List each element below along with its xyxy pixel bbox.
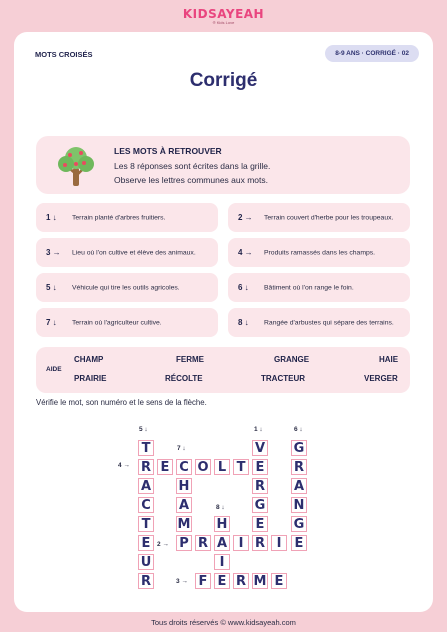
intro-text-1: Les 8 réponses sont écrites dans la grille. <box>114 161 271 171</box>
grid-cell: R <box>252 535 268 551</box>
clue-text: Lieu où l'on cultive et élève des animaux. <box>72 249 196 256</box>
clue-number: 6 ↓ <box>238 283 249 292</box>
clue-number: 8 ↓ <box>238 318 249 327</box>
grid-cell: P <box>176 535 192 551</box>
grid-cell: M <box>253 574 267 589</box>
grid-cell: I <box>214 554 230 570</box>
clue-text: Terrain planté d'arbres fruitiers. <box>72 214 166 221</box>
word-bank-word: FERME <box>176 355 204 364</box>
grid-cell: O <box>195 459 211 475</box>
logo-tagline: ® Kids Love <box>212 20 235 25</box>
grid-cell: T <box>138 516 154 532</box>
footer-copyright: Tous droits réservés © www.kidsayeah.com <box>151 618 296 627</box>
grid-cell: I <box>271 535 287 551</box>
grid-cell: T <box>138 440 154 456</box>
grid-cell: E <box>214 573 230 589</box>
grid-cell: A <box>291 478 307 494</box>
clue-text: Rangée d'arbustes qui sépare des terrains. <box>264 319 394 326</box>
grid-marker: 1 ↓ <box>254 426 263 433</box>
grid-cell: A <box>214 535 230 551</box>
crossword-grid <box>14 32 433 612</box>
clue-text: Terrain couvert d'herbe pour les troupeaux. <box>264 214 394 221</box>
clue-number: 1 ↓ <box>46 213 57 222</box>
brand-logo <box>0 7 447 25</box>
word-bank-word: HAIE <box>379 355 399 364</box>
grid-cell: E <box>271 573 287 589</box>
clue-text: Véhicule qui tire les outils agricoles. <box>72 284 180 291</box>
grid-cell: R <box>195 535 211 551</box>
page-title: Corrigé <box>189 70 258 91</box>
grid-cell: G <box>291 516 307 532</box>
word-bank-word: CHAMP <box>74 355 104 364</box>
grid-cell: E <box>138 535 154 551</box>
clue-number: 2 → <box>238 213 253 222</box>
grid-cell: M <box>177 517 191 532</box>
grid-cell: E <box>252 516 268 532</box>
grid-cell: T <box>233 459 249 475</box>
grid-cell: H <box>176 478 192 494</box>
logo-text: KIDSAYEAH <box>182 7 265 21</box>
grid-cell: R <box>252 478 268 494</box>
grid-cell: L <box>214 459 230 475</box>
grid-marker: 6 ↓ <box>294 426 303 433</box>
clue-text: Produits ramassés dans les champs. <box>264 249 376 256</box>
clue-number: 7 ↓ <box>46 318 57 327</box>
grid-marker: 3 → <box>176 578 188 585</box>
word-bank-word: GRANGE <box>274 355 310 364</box>
grid-cell: C <box>138 497 154 513</box>
grid-cell: E <box>252 459 268 475</box>
word-bank-word: PRAIRIE <box>74 374 107 383</box>
grid-marker: 4 → <box>118 462 130 469</box>
grid-cell: F <box>195 573 211 589</box>
word-bank-word: RÉCOLTE <box>165 374 203 383</box>
grid-marker: 5 ↓ <box>139 426 148 433</box>
word-bank-label: AIDE <box>46 366 62 373</box>
grid-cell: A <box>176 497 192 513</box>
grid-cell: G <box>291 440 307 456</box>
level-badge: 8-9 ANS · CORRIGÉ · 02 <box>325 45 419 62</box>
grid-cell: R <box>233 573 249 589</box>
intro-text-2: Observe les lettres communes aux mots. <box>114 175 269 185</box>
grid-cell: R <box>291 459 307 475</box>
grid-cell: G <box>252 497 268 513</box>
grid-cell: I <box>233 535 249 551</box>
grid-cell: R <box>138 573 154 589</box>
clue-text: Terrain où l'agriculteur cultive. <box>72 319 162 326</box>
grid-cell: C <box>176 459 192 475</box>
word-bank-word: VERGER <box>364 374 398 383</box>
grid-marker: 8 ↓ <box>216 504 225 511</box>
clue-number: 4 → <box>238 248 253 257</box>
grid-marker: 7 ↓ <box>177 445 186 452</box>
clue-number: 3 → <box>46 248 61 257</box>
word-bank-word: TRACTEUR <box>261 374 305 383</box>
grid-cell: U <box>138 554 154 570</box>
intro-heading: LES MOTS À RETROUVER <box>114 146 222 156</box>
grid-cell: N <box>291 497 307 513</box>
grid-cell: E <box>291 535 307 551</box>
instruction-text: Vérifie le mot, son numéro et le sens de la flèche. <box>36 398 207 407</box>
clue-number: 5 ↓ <box>46 283 57 292</box>
grid-cell: H <box>214 516 230 532</box>
topic-label: MOTS CROISÉS <box>35 50 93 59</box>
grid-cell: E <box>157 459 173 475</box>
grid-cell: V <box>252 440 268 456</box>
worksheet-card <box>14 32 433 612</box>
grid-cell: R <box>138 459 154 475</box>
grid-cell: A <box>138 478 154 494</box>
grid-marker: 2 → <box>157 541 169 548</box>
clue-text: Bâtiment où l'on range le foin. <box>264 284 354 291</box>
